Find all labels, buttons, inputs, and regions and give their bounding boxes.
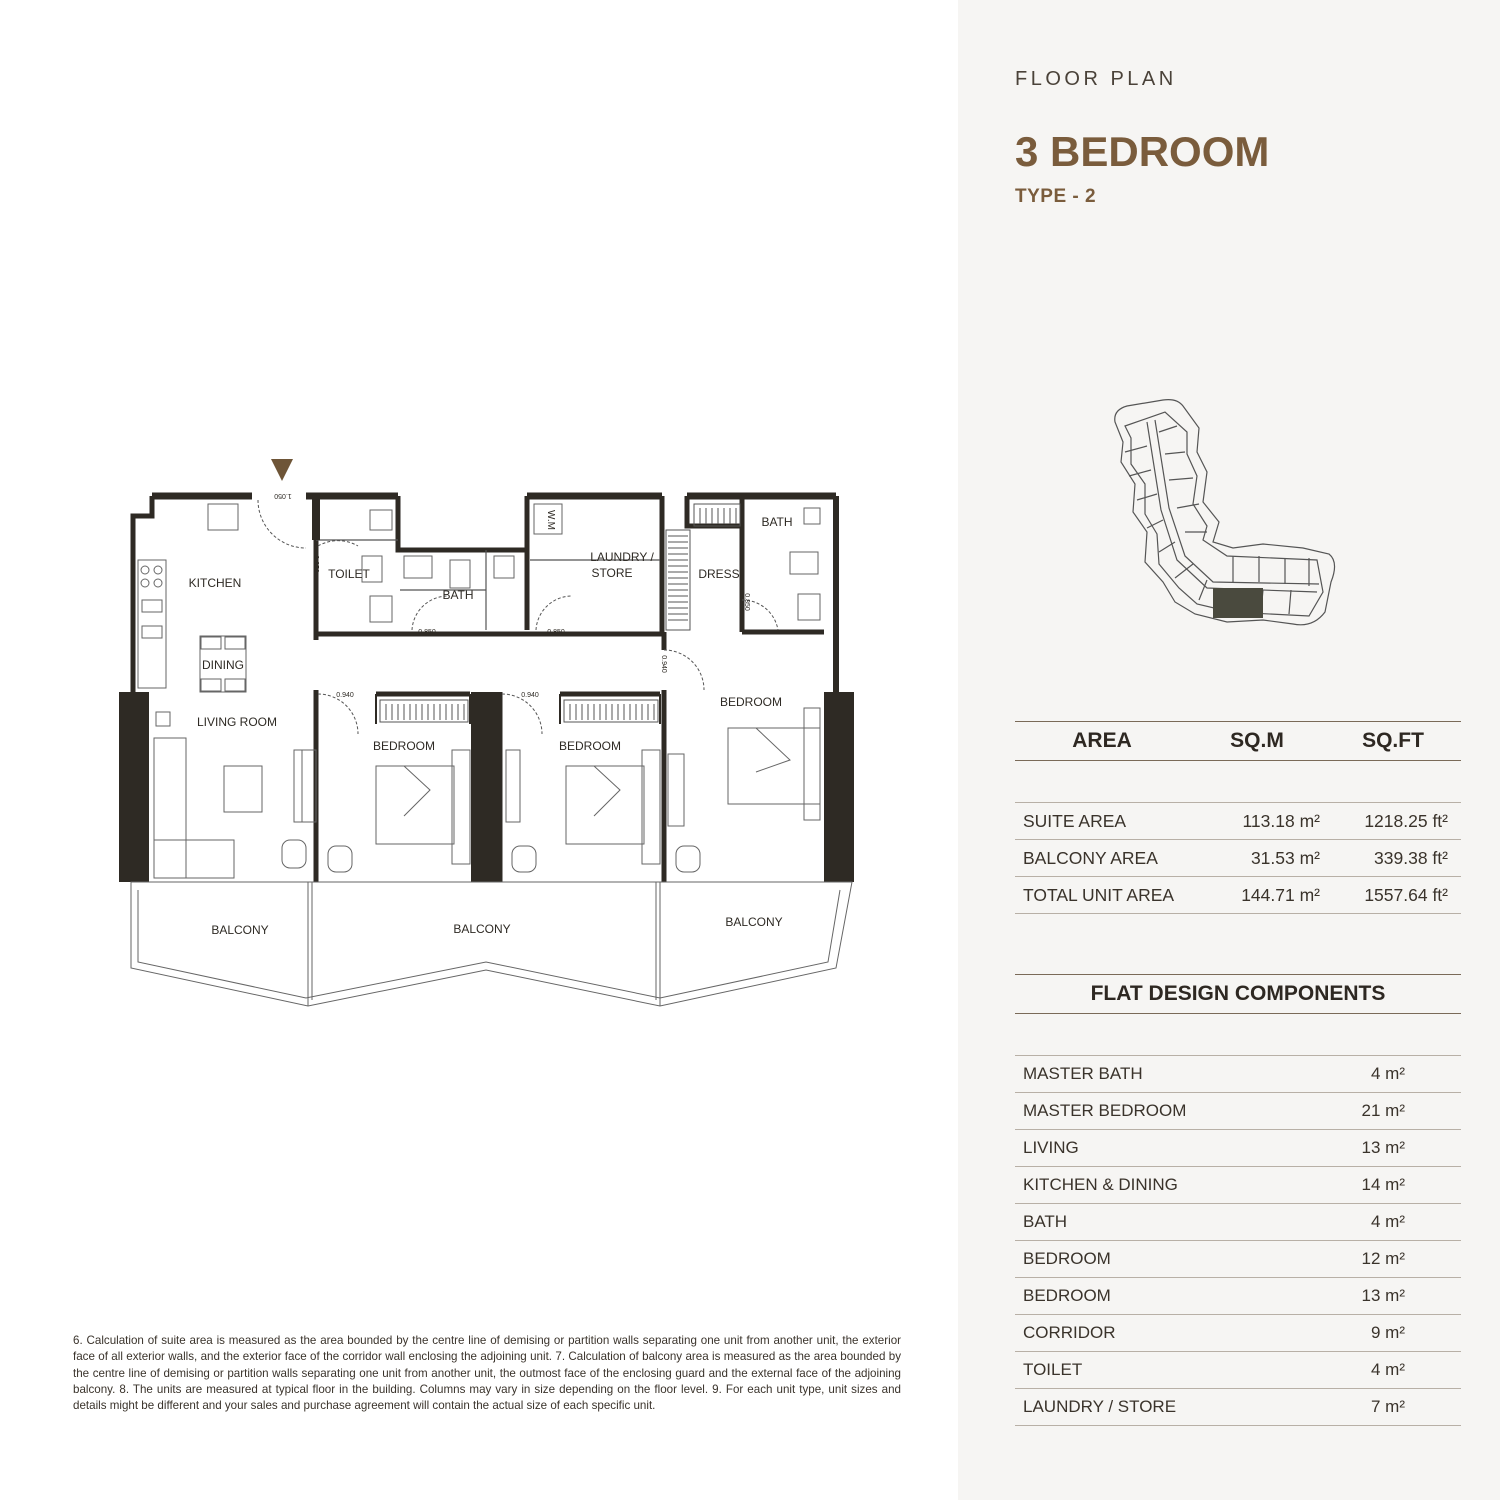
dim-toilet-door: 0.850 (312, 555, 319, 573)
list-item (1015, 1204, 1461, 1241)
component-label: LAUNDRY / STORE (1023, 1397, 1177, 1416)
room-label-balcony-3: BALCONY (725, 915, 783, 929)
component-value: 4 m² (1371, 1360, 1405, 1379)
component-label: MASTER BATH (1023, 1064, 1143, 1083)
room-label-dining: DINING (202, 658, 244, 672)
row-sqm: 113.18 m² (1242, 810, 1320, 831)
component-value: 9 m² (1371, 1323, 1405, 1342)
unit-type: TYPE - 2 (1015, 186, 1097, 207)
table-row (1015, 840, 1461, 877)
dim-bedroom2-door: 0.940 (521, 692, 539, 699)
room-label-bath: BATH (442, 588, 474, 602)
dim-entry-door: 1.050 (274, 492, 292, 499)
component-label: TOILET (1023, 1360, 1083, 1379)
room-label-master-bath: BATH (761, 515, 793, 529)
component-value: 4 m² (1371, 1212, 1405, 1231)
list-item (1015, 1130, 1461, 1167)
row-sqft: 339.38 ft² (1374, 847, 1448, 868)
room-label-toilet: TOILET (328, 567, 370, 581)
row-sqm: 31.53 m² (1250, 847, 1320, 868)
room-label-laundry-line1: LAUNDRY / (590, 550, 654, 564)
room-label-master-bedroom: BEDROOM (719, 695, 783, 709)
row-label: SUITE AREA (1023, 810, 1127, 831)
info-sidebar (958, 0, 1500, 1500)
list-item (1015, 1389, 1461, 1426)
component-value: 12 m² (1361, 1249, 1405, 1268)
table-row (1015, 877, 1461, 914)
header-area: AREA (1072, 729, 1132, 752)
area-table (1015, 721, 1461, 914)
component-label: BEDROOM (1023, 1249, 1111, 1268)
component-label: BATH (1023, 1212, 1068, 1231)
dim-master-bath-door: 0.850 (743, 593, 750, 611)
room-label-laundry-line2: STORE (591, 566, 633, 580)
component-label: LIVING (1023, 1138, 1079, 1157)
list-item (1015, 1056, 1461, 1093)
header-sqm: SQ.M (1230, 729, 1284, 752)
components-table (1015, 974, 1461, 1426)
table-row (1015, 803, 1461, 840)
component-label: BEDROOM (1023, 1286, 1111, 1305)
header-sqft: SQ.FT (1362, 729, 1424, 752)
plan-balconies (131, 882, 852, 1006)
component-value: 14 m² (1361, 1175, 1405, 1194)
room-label-kitchen: KITCHEN (188, 576, 242, 590)
row-label: BALCONY AREA (1023, 847, 1158, 868)
row-label: TOTAL UNIT AREA (1023, 884, 1175, 905)
list-item (1015, 1278, 1461, 1315)
disclaimer-footnote: 6. Calculation of suite area is measured as the area bounded by the centre line of demising or partition walls separating one unit from another unit, the exterior face of all exterior walls, and the exterior face of the corridor wall enclosing the adjoining unit. 7. Calculation of balcony area is measured as the area bounded by the centre line of demising or partition walls separating one unit from another unit, the outmost face of the enclosing guard and the external face of the adjoining balcony. 8. The units are measured at typical floor in the building. Columns may vary in size depending on the floor level. 9. For each unit type, unit sizes and details might be different and your sales and purchase agreement will contain the actual size of each specific unit. (73, 1334, 901, 1413)
building-key-plan-icon (1103, 392, 1343, 632)
room-label-living: LIVING ROOM (196, 715, 278, 729)
room-label-dress: DRESS (698, 567, 740, 581)
entry-arrow-icon (271, 459, 293, 481)
list-item (1015, 1352, 1461, 1389)
component-label: CORRIDOR (1023, 1323, 1116, 1342)
components-title: FLAT DESIGN COMPONENTS (1090, 982, 1386, 1005)
component-value: 4 m² (1371, 1064, 1405, 1083)
room-label-balcony-1: BALCONY (211, 923, 269, 937)
row-sqft: 1557.64 ft² (1364, 884, 1448, 905)
component-value: 21 m² (1361, 1101, 1405, 1120)
list-item (1015, 1167, 1461, 1204)
room-label-bedroom-1: BEDROOM (372, 739, 436, 753)
dim-bath-door: 0.850 (418, 629, 436, 636)
area-table-header (1015, 722, 1461, 760)
room-label-wm: W.M (545, 510, 556, 530)
component-value: 13 m² (1361, 1138, 1405, 1157)
dim-master-door: 0.940 (660, 655, 667, 673)
dim-laundry-door: 0.850 (547, 629, 565, 636)
unit-title: 3 BEDROOM (1015, 128, 1270, 175)
component-value: 7 m² (1371, 1397, 1405, 1416)
list-item (1015, 1315, 1461, 1352)
list-item (1015, 1241, 1461, 1278)
section-label: FLOOR PLAN (1015, 68, 1177, 90)
room-label-bedroom-2: BEDROOM (558, 739, 622, 753)
row-sqft: 1218.25 ft² (1364, 810, 1448, 831)
list-item (1015, 1093, 1461, 1130)
component-value: 13 m² (1361, 1286, 1405, 1305)
row-sqm: 144.71 m² (1241, 884, 1320, 905)
room-label-balcony-2: BALCONY (453, 922, 511, 936)
dim-bedroom1-door: 0.940 (336, 692, 354, 699)
component-label: MASTER BEDROOM (1023, 1101, 1187, 1120)
highlighted-unit (1213, 588, 1263, 618)
component-label: KITCHEN & DINING (1023, 1175, 1178, 1194)
plan-wardrobes (380, 504, 740, 722)
